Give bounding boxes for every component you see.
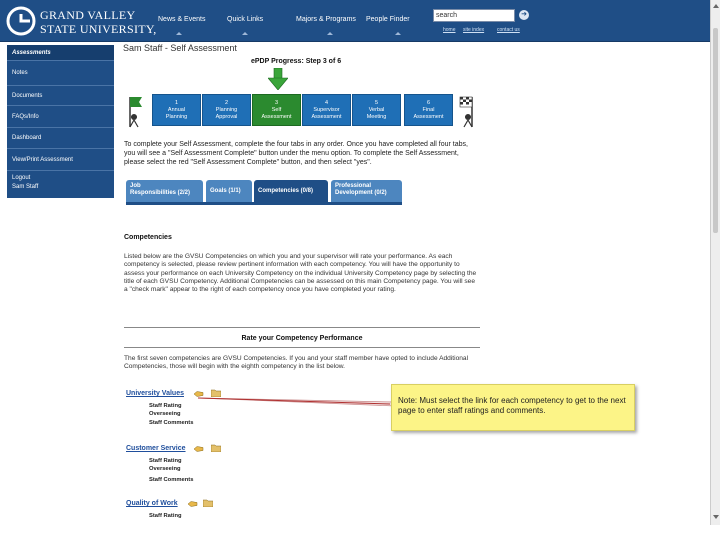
progress-step-6[interactable] (404, 94, 453, 126)
search-input[interactable]: search (433, 9, 515, 22)
staff-comments-label: Staff Comments (149, 477, 194, 483)
step-number: 4 (324, 100, 329, 106)
staff-comments-label: Staff Comments (149, 420, 194, 426)
step-label: Self (271, 107, 282, 113)
nav-quick-links[interactable]: Quick Links (227, 16, 264, 23)
progress-step-4[interactable] (302, 94, 351, 126)
instructions-text: To complete your Self Assessment, complete the four tabs in any order. Once you have completed all four tabs, you will see a "Self Assessment Complete" button under the menu option. To complete the Self Assessment, please select the red "Self Assessment Complete" button, and then select "yes". (124, 141, 468, 166)
tab-underline (126, 202, 402, 205)
overseeing-label: Overseeing (149, 466, 181, 472)
divider (124, 347, 480, 348)
staff-rating-label: Staff Rating (149, 403, 182, 409)
tab-competencies[interactable] (254, 180, 328, 202)
tab-goals[interactable] (206, 180, 252, 202)
step-label: Verbal (368, 107, 385, 113)
staff-rating-label: Staff Rating (149, 458, 182, 464)
step-label: Planning (165, 114, 188, 120)
nav-caret-icon (242, 32, 248, 35)
pencil-icon[interactable] (194, 446, 204, 452)
step-label: Annual (167, 107, 186, 113)
vertical-scrollbar[interactable] (710, 0, 720, 525)
nav-majors-programs[interactable]: Majors & Programs (296, 16, 356, 23)
step-label: Supervisor (313, 107, 340, 113)
sidebar-item-notes[interactable]: Notes (7, 61, 114, 86)
start-flag-icon (124, 93, 146, 129)
current-step-arrow-icon (268, 68, 288, 90)
sidebar-item-view-print[interactable]: View/Print Assessment (7, 149, 114, 171)
step-number: 2 (224, 100, 229, 106)
finish-flag-icon (456, 93, 478, 129)
scroll-thumb[interactable] (713, 28, 718, 233)
staff-rating-label: Staff Rating (149, 513, 182, 519)
tab-label: Goals (1/1) (210, 188, 241, 194)
sidebar-item-faqs[interactable]: FAQs/Info (7, 106, 114, 128)
step-label: Assessment (413, 114, 444, 120)
tab-job-responsibilities[interactable] (126, 180, 203, 202)
util-link-home[interactable]: home (443, 27, 456, 33)
sidebar (7, 45, 114, 198)
divider (124, 327, 480, 328)
util-link-site-index[interactable]: site index (463, 27, 485, 33)
competencies-intro: Listed below are the GVSU Competencies on which you and your supervisor will rate your performance. As each competency is selected, please review pertinent information with each competency. You will have the opportunity to assess your performance on each University Competency on the individual University Competency page by selecting the title of each GVSU Competency. Additional Competencies can be assessed on this main Competency page. You will see a "check mark" appear to the right of each competency once you have completed your rating. (124, 253, 477, 294)
nav-news-events[interactable]: News & Events (158, 16, 206, 23)
step-label: Assessment (311, 114, 342, 120)
gvsu-logo-mark-icon (6, 6, 36, 36)
step-number: 1 (174, 100, 179, 106)
rate-performance-title: Rate your Competency Performance (241, 335, 363, 342)
nav-caret-icon (176, 32, 182, 35)
step-number: 3 (274, 100, 279, 106)
step-number: 5 (374, 100, 379, 106)
callout-note: Note: Must select the link for each competency to get to the next page to enter staff ratings and comments. (391, 384, 635, 431)
nav-people-finder[interactable]: People Finder (366, 16, 410, 23)
sidebar-item-logout[interactable]: Logout (12, 175, 31, 181)
folder-icon[interactable] (211, 443, 221, 452)
competency-link-quality-of-work[interactable]: Quality of Work (126, 500, 178, 507)
assessment-tabs (126, 180, 402, 202)
sidebar-user-name: Sam Staff (12, 184, 39, 190)
note-pointer-arrow (190, 392, 400, 412)
competency-link-customer-service[interactable]: Customer Service (126, 445, 186, 452)
progress-step-3-active[interactable] (252, 94, 301, 126)
progress-step-2[interactable] (202, 94, 251, 126)
tab-label: Competencies (0/8) (258, 188, 314, 194)
nav-caret-icon (327, 32, 333, 35)
sidebar-item-assessments[interactable]: Assessments (7, 45, 114, 61)
nav-caret-icon (395, 32, 401, 35)
sidebar-item-dashboard[interactable]: Dashboard (7, 128, 114, 149)
gvsu-logo[interactable] (6, 4, 157, 40)
progress-title: ePDP Progress: Step 3 of 6 (251, 58, 342, 65)
pencil-icon[interactable] (188, 501, 198, 507)
folder-icon[interactable] (203, 498, 213, 507)
page-title: Sam Staff - Self Assessment (123, 43, 237, 53)
top-banner (0, 0, 710, 42)
progress-step-5[interactable] (352, 94, 401, 126)
step-label: Approval (215, 114, 238, 120)
competency-link-university-values[interactable]: University Values (126, 390, 184, 397)
tab-professional-development[interactable] (331, 180, 402, 202)
overseeing-label: Overseeing (149, 411, 181, 417)
search-go-icon[interactable]: ➜ (519, 10, 529, 20)
step-label: Final (422, 107, 435, 113)
sidebar-item-documents[interactable]: Documents (7, 86, 114, 106)
progress-step-1[interactable] (152, 94, 201, 126)
rate-intro: The first seven competencies are GVSU Competencies. If you and your staff member have opted to include Additional Competencies, those will begin with the eighth competency in the list below. (124, 355, 469, 371)
scroll-down-icon[interactable] (713, 515, 719, 519)
competencies-heading: Competencies (124, 234, 172, 241)
tab-label: Job (130, 183, 141, 189)
step-number: 6 (426, 100, 431, 106)
util-link-contact[interactable]: contact us (497, 27, 520, 33)
step-label: Meeting (366, 114, 387, 120)
scroll-up-icon[interactable] (713, 4, 719, 8)
logo-text-line2: STATE UNIVERSITY, (40, 22, 157, 36)
step-label: Planning (215, 107, 238, 113)
tab-label: Development (0/2) (335, 190, 387, 196)
tab-label: Professional (335, 183, 372, 189)
logo-text-line1: GRAND VALLEY (40, 8, 136, 22)
step-label: Assessment (261, 114, 292, 120)
tab-label: Responsibilities (2/2) (130, 190, 191, 196)
